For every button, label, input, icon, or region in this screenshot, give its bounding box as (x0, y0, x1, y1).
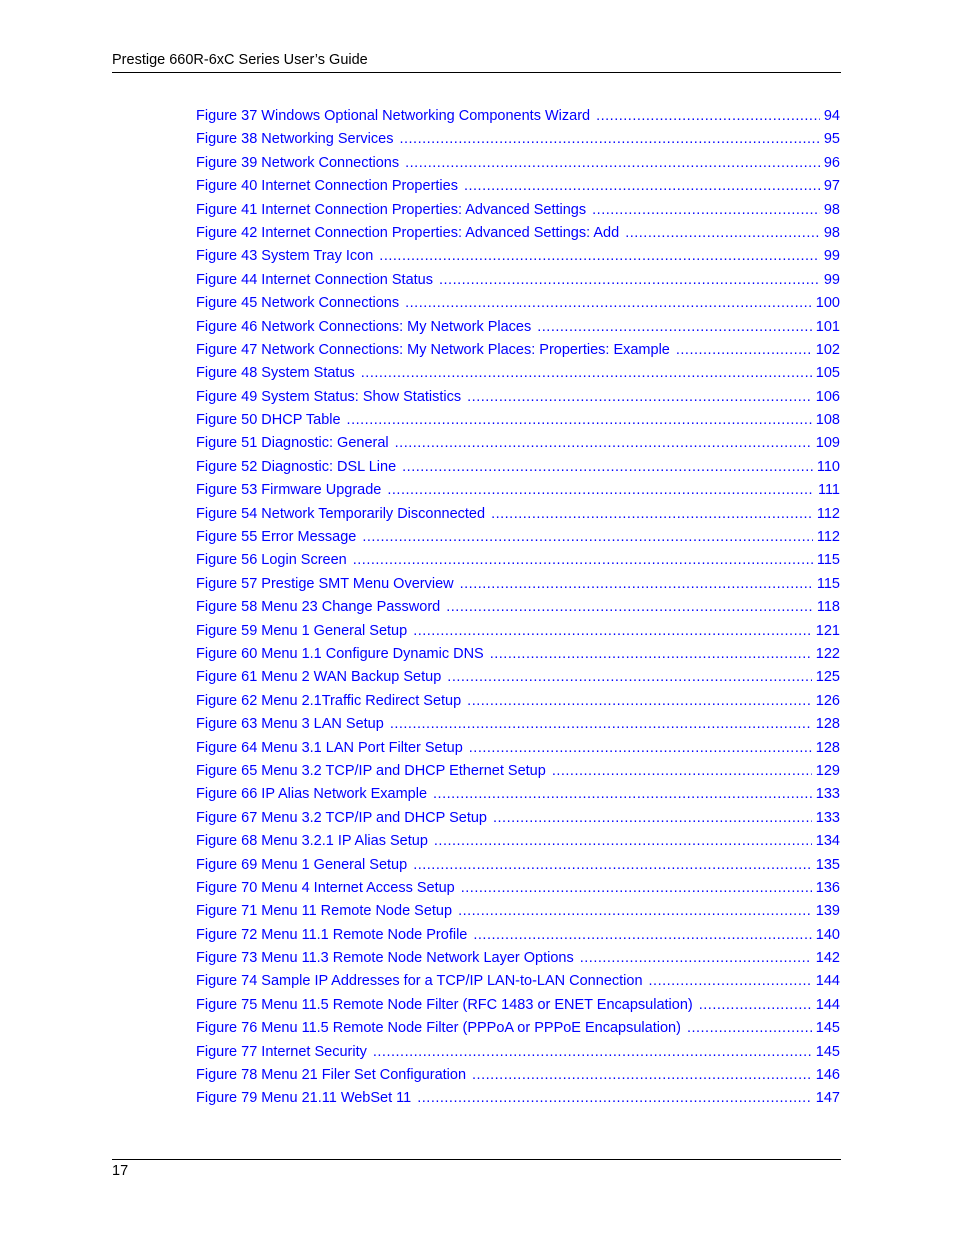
toc-entry[interactable] (196, 690, 840, 713)
toc-entry-title: Figure 50 DHCP Table (196, 412, 341, 429)
toc-entry-title: Figure 57 Prestige SMT Menu Overview (196, 575, 454, 592)
toc-entry-page: 118 (816, 599, 840, 616)
toc-entry[interactable] (196, 1041, 840, 1064)
toc-entry-page: 144 (815, 973, 840, 990)
toc-entry-page: 94 (823, 108, 840, 124)
dot-leader (433, 783, 812, 806)
toc-entry[interactable] (196, 432, 840, 455)
toc-entry-title: Figure 61 Menu 2 WAN Backup Setup (196, 669, 442, 686)
toc-entry-page: 115 (816, 575, 840, 592)
toc-entry-title: Figure 70 Menu 4 Internet Access Setup (196, 879, 455, 896)
toc-entry-page: 133 (815, 809, 840, 826)
toc-entry-page: 125 (815, 669, 840, 686)
toc-entry-title: Figure 60 Menu 1.1 Configure Dynamic DNS (196, 645, 484, 662)
toc-entry-title: Figure 65 Menu 3.2 TCP/IP and DHCP Ethernet Setup (196, 762, 546, 779)
dot-leader (362, 526, 813, 549)
toc-entry[interactable] (196, 1087, 840, 1110)
dot-leader (361, 362, 812, 385)
toc-entry-page: 136 (815, 879, 840, 896)
toc-entry-page: 121 (815, 622, 840, 639)
dot-leader (461, 877, 812, 900)
toc-entry[interactable] (196, 175, 840, 198)
dot-leader (649, 970, 812, 993)
toc-entry[interactable] (196, 479, 840, 502)
toc-entry-page: 133 (815, 786, 840, 803)
toc-entry-title: Figure 55 Error Message (196, 529, 357, 546)
toc-entry-title: Figure 59 Menu 1 General Setup (196, 622, 408, 639)
dot-leader (472, 1064, 812, 1087)
toc-entry[interactable] (196, 456, 840, 479)
toc-entry-title: Figure 64 Menu 3.1 LAN Port Filter Setup (196, 739, 463, 756)
toc-entry[interactable] (196, 807, 840, 830)
dot-leader (399, 128, 819, 151)
dot-leader (395, 432, 812, 455)
dot-leader (417, 1087, 812, 1110)
toc-entry-title: Figure 56 Login Screen (196, 552, 347, 569)
toc-entry-title: Figure 47 Network Connections: My Network Places: Properties: Example (196, 341, 670, 358)
toc-entry-title: Figure 42 Internet Connection Properties: Advanced Settings: Add (196, 224, 620, 241)
dot-leader (625, 222, 820, 245)
toc-entry[interactable] (196, 900, 840, 923)
toc-entry[interactable] (196, 666, 840, 689)
document-title: Prestige 660R-6xC Series User’s Guide (112, 52, 368, 68)
toc-entry-page: 129 (815, 762, 840, 779)
toc-entry-title: Figure 49 System Status: Show Statistics (196, 388, 462, 405)
toc-entry-title: Figure 53 Firmware Upgrade (196, 482, 382, 499)
toc-entry[interactable] (196, 316, 840, 339)
dot-leader (405, 292, 812, 315)
dot-leader (699, 994, 812, 1017)
toc-entry-page: 134 (815, 833, 840, 850)
toc-entry-page: 97 (823, 178, 840, 195)
toc-entry[interactable] (196, 783, 840, 806)
toc-entry-title: Figure 43 System Tray Icon (196, 248, 374, 265)
toc-entry[interactable] (196, 854, 840, 877)
toc-entry-page: 106 (815, 388, 840, 405)
toc-entry-title: Figure 74 Sample IP Addresses for a TCP/IP LAN-to-LAN Connection (196, 973, 643, 990)
dot-leader (491, 503, 813, 526)
dot-leader (405, 152, 820, 175)
toc-entry-page: 109 (815, 435, 840, 452)
toc-entry-page: 122 (815, 645, 840, 662)
dot-leader (402, 456, 813, 479)
toc-entry-title: Figure 39 Network Connections (196, 154, 400, 171)
toc-entry-title: Figure 73 Menu 11.3 Remote Node Network Layer Options (196, 950, 574, 967)
dot-leader (493, 807, 812, 830)
toc-entry[interactable] (196, 245, 840, 268)
dot-leader (347, 409, 812, 432)
toc-entry-title: Figure 48 System Status (196, 365, 355, 382)
toc-entry-title: Figure 40 Internet Connection Properties (196, 178, 458, 195)
dot-leader (592, 199, 820, 222)
dot-leader (580, 947, 812, 970)
toc-entry[interactable] (196, 830, 840, 853)
toc-entry-page: 128 (815, 739, 840, 756)
toc-entry[interactable] (196, 269, 840, 292)
list-of-figures (196, 105, 840, 1111)
toc-entry-page: 99 (823, 271, 840, 288)
dot-leader (413, 620, 812, 643)
toc-entry-page: 108 (815, 412, 840, 429)
dot-leader (552, 760, 812, 783)
toc-entry-page: 128 (815, 716, 840, 733)
toc-entry-page: 102 (815, 341, 840, 358)
toc-entry-page: 101 (815, 318, 840, 335)
toc-entry-page: 115 (816, 552, 840, 569)
toc-entry[interactable] (196, 620, 840, 643)
toc-entry[interactable] (196, 924, 840, 947)
dot-leader (447, 666, 812, 689)
toc-entry-page: 95 (823, 131, 840, 148)
dot-leader (467, 690, 812, 713)
toc-entry-title: Figure 62 Menu 2.1Traffic Redirect Setup (196, 692, 462, 709)
page-number: 17 (112, 1163, 129, 1179)
dot-leader (464, 175, 820, 198)
dot-leader (353, 549, 813, 572)
toc-entry-page: 147 (815, 1090, 840, 1107)
toc-entry-page: 144 (815, 996, 840, 1013)
toc-entry[interactable] (196, 737, 840, 760)
dot-leader (439, 269, 820, 292)
toc-entry-page: 111 (817, 482, 840, 499)
toc-entry[interactable] (196, 128, 840, 151)
toc-entry[interactable] (196, 199, 840, 222)
dot-leader (413, 854, 812, 877)
toc-entry[interactable] (196, 947, 840, 970)
toc-entry[interactable] (196, 526, 840, 549)
toc-entry[interactable] (196, 643, 840, 666)
toc-entry-title: Figure 54 Network Temporarily Disconnected (196, 505, 486, 522)
toc-entry-title: Figure 77 Internet Security (196, 1043, 367, 1060)
dot-leader (446, 596, 813, 619)
toc-entry-title: Figure 66 IP Alias Network Example (196, 786, 428, 803)
toc-entry-title: Figure 78 Menu 21 Filer Set Configuration (196, 1067, 467, 1084)
toc-entry-title: Figure 69 Menu 1 General Setup (196, 856, 408, 873)
toc-entry-title: Figure 68 Menu 3.2.1 IP Alias Setup (196, 833, 428, 850)
page-header (112, 51, 841, 73)
dot-leader (460, 573, 813, 596)
dot-leader (458, 900, 812, 923)
toc-entry-title: Figure 67 Menu 3.2 TCP/IP and DHCP Setup (196, 809, 487, 826)
toc-entry-page: 142 (815, 950, 840, 967)
toc-entry-title: Figure 76 Menu 11.5 Remote Node Filter (PPPoA or PPPoE Encapsulation) (196, 1020, 681, 1037)
toc-entry[interactable] (196, 877, 840, 900)
toc-entry-page: 126 (815, 692, 840, 709)
toc-entry-page: 145 (815, 1020, 840, 1037)
toc-entry-page: 105 (815, 365, 840, 382)
toc-entry-title: Figure 63 Menu 3 LAN Setup (196, 716, 384, 733)
dot-leader (469, 737, 812, 760)
dot-leader (467, 386, 812, 409)
toc-entry[interactable] (196, 409, 840, 432)
dot-leader (687, 1017, 812, 1040)
toc-entry[interactable] (196, 292, 840, 315)
dot-leader (676, 339, 812, 362)
toc-entry-title: Figure 58 Menu 23 Change Password (196, 599, 441, 616)
toc-entry-title: Figure 51 Diagnostic: General (196, 435, 389, 452)
dot-leader (390, 713, 812, 736)
toc-entry[interactable] (196, 339, 840, 362)
toc-entry-title: Figure 38 Networking Services (196, 131, 394, 148)
toc-entry-page: 112 (816, 529, 840, 546)
toc-entry[interactable] (196, 994, 840, 1017)
toc-entry-page: 145 (815, 1043, 840, 1060)
toc-entry[interactable] (196, 970, 840, 993)
dot-leader (387, 479, 814, 502)
toc-entry[interactable] (196, 222, 840, 245)
toc-entry-page: 135 (815, 856, 840, 873)
toc-entry[interactable] (196, 386, 840, 409)
dot-leader (490, 643, 812, 666)
toc-entry-page: 146 (815, 1067, 840, 1084)
toc-entry-page: 139 (815, 903, 840, 920)
toc-entry[interactable] (196, 713, 840, 736)
toc-entry-title: Figure 41 Internet Connection Properties: Advanced Settings (196, 201, 587, 218)
page-footer (112, 1159, 841, 1179)
toc-entry-page: 140 (815, 926, 840, 943)
toc-entry[interactable] (196, 1017, 840, 1040)
toc-entry[interactable] (196, 152, 840, 175)
toc-entry-title: Figure 79 Menu 21.11 WebSet 11 (196, 1090, 412, 1107)
toc-entry-title: Figure 46 Network Connections: My Network Places (196, 318, 532, 335)
dot-leader (473, 924, 811, 947)
toc-entry-page: 98 (823, 224, 840, 241)
toc-entry[interactable] (196, 760, 840, 783)
toc-entry-page: 100 (815, 295, 840, 312)
toc-entry-page: 96 (823, 154, 840, 171)
toc-entry-title: Figure 52 Diagnostic: DSL Line (196, 458, 397, 475)
toc-entry[interactable] (196, 362, 840, 385)
toc-entry-title: Figure 72 Menu 11.1 Remote Node Profile (196, 926, 468, 943)
dot-leader (596, 105, 820, 128)
toc-entry[interactable] (196, 549, 840, 572)
toc-entry[interactable] (196, 1064, 840, 1087)
toc-entry-title: Figure 37 Windows Optional Networking Components Wizard (196, 108, 591, 124)
toc-entry[interactable] (196, 503, 840, 526)
dot-leader (434, 830, 812, 853)
dot-leader (373, 1041, 812, 1064)
toc-entry-title: Figure 44 Internet Connection Status (196, 271, 433, 288)
toc-entry-title: Figure 75 Menu 11.5 Remote Node Filter (RFC 1483 or ENET Encapsulation) (196, 996, 693, 1013)
toc-entry-page: 112 (816, 505, 840, 522)
dot-leader (537, 316, 812, 339)
toc-entry[interactable] (196, 596, 840, 619)
toc-entry-page: 110 (816, 458, 840, 475)
toc-entry[interactable] (196, 573, 840, 596)
toc-entry-title: Figure 45 Network Connections (196, 295, 400, 312)
toc-entry-page: 99 (823, 248, 840, 265)
dot-leader (379, 245, 820, 268)
toc-entry-page: 98 (823, 201, 840, 218)
toc-entry[interactable] (196, 105, 840, 128)
toc-entry-title: Figure 71 Menu 11 Remote Node Setup (196, 903, 453, 920)
